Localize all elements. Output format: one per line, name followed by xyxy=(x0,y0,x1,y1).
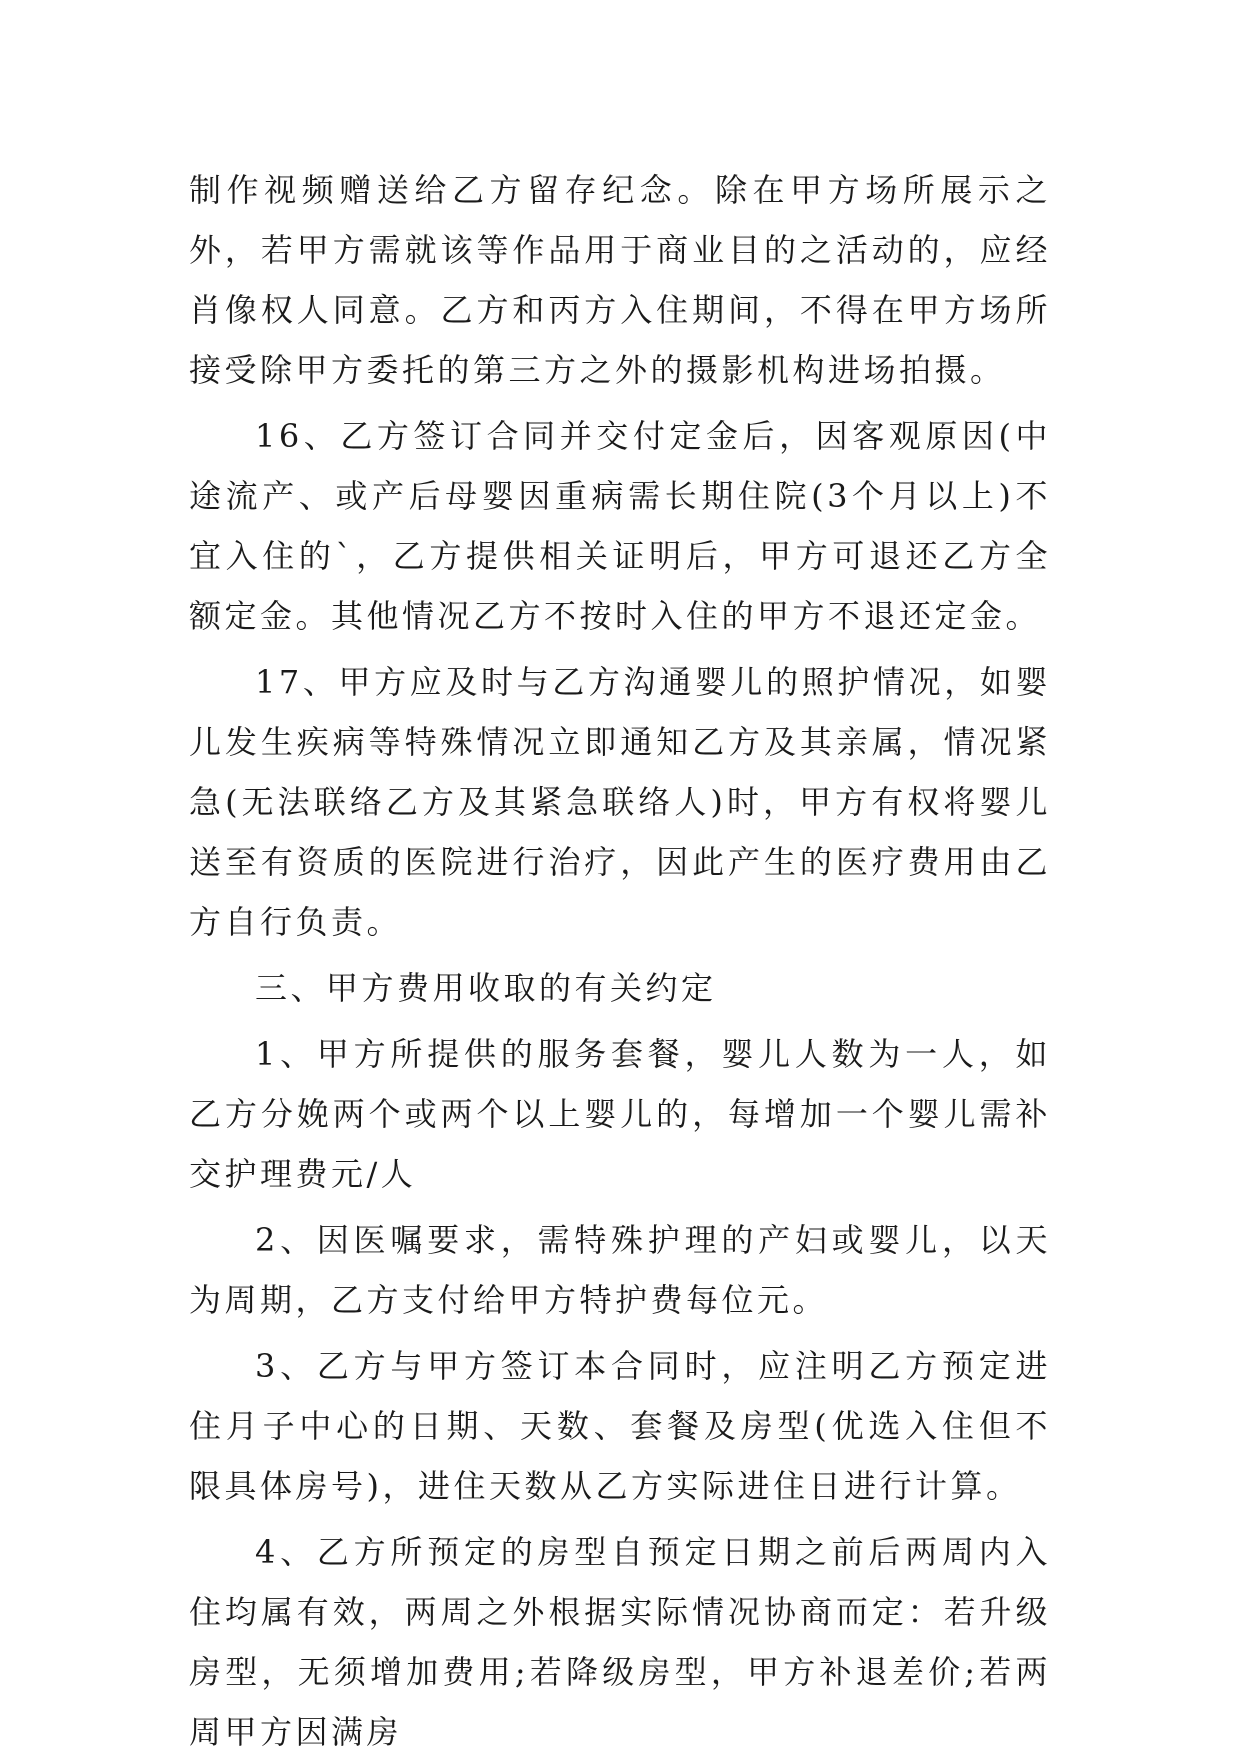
section-heading-fee-agreement: 三、甲方费用收取的有关约定 xyxy=(255,969,717,1007)
paragraph-clause-16-deposit-refund: 16、乙方签订合同并交付定金后，因客观原因(中途流产、或产后母婴因重病需长期住院(3个月以上)不宜入住的`，乙方提供相关证明后，甲方可退还乙方全额定金。其他情况乙方不按时入住的甲方不退还定金。 xyxy=(189,417,1051,635)
paragraph-fee-clause-3: 3、乙方与甲方签订本合同时，应注明乙方预定进住月子中心的日期、天数、套餐及房型(优选入住但不限具体房号)，进住天数从乙方实际进住日进行计算。 xyxy=(189,1347,1051,1505)
document-body xyxy=(189,160,1051,1762)
paragraph-fee-clause-1: 1、甲方所提供的服务套餐，婴儿人数为一人，如乙方分娩两个或两个以上婴儿的，每增加一个婴儿需补交护理费元/人 xyxy=(189,1035,1051,1193)
paragraph-fee-clause-2: 2、因医嘱要求，需特殊护理的产妇或婴儿，以天为周期，乙方支付给甲方特护费每位元。 xyxy=(189,1221,1051,1319)
paragraph-fee-clause-4: 4、乙方所预定的房型自预定日期之前后两周内入住均属有效，两周之外根据实际情况协商而定：若升级房型，无须增加费用;若降级房型，甲方补退差价;若两周甲方因满房 xyxy=(189,1533,1051,1751)
paragraph-clause-17-infant-care: 17、甲方应及时与乙方沟通婴儿的照护情况，如婴儿发生疾病等特殊情况立即通知乙方及其亲属，情况紧急(无法联络乙方及其紧急联络人)时，甲方有权将婴儿送至有资质的医院进行治疗，因此产生的医疗费用由乙方自行负责。 xyxy=(189,663,1051,941)
paragraph-photo-video-clause: 制作视频赠送给乙方留存纪念。除在甲方场所展示之外，若甲方需就该等作品用于商业目的之活动的，应经肖像权人同意。乙方和丙方入住期间，不得在甲方场所接受除甲方委托的第三方之外的摄影机构进场拍摄。 xyxy=(189,171,1051,389)
